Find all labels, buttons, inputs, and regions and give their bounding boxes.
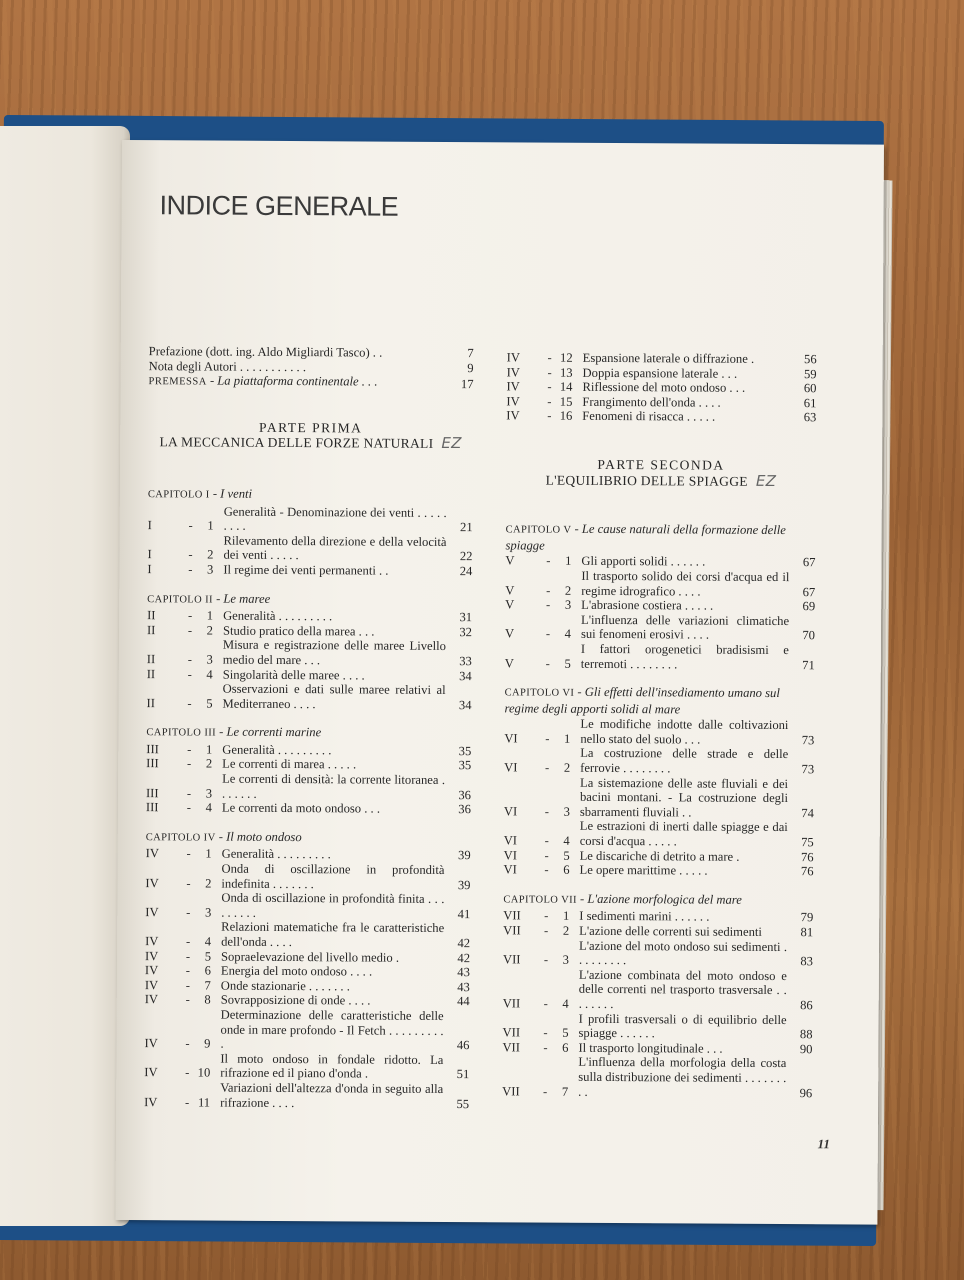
dash: - [185,978,190,993]
toc-entry: PREMESSA - La piattaforma continentale . . . 17 [148,373,474,392]
roman-numeral: IV [144,977,159,993]
dash: - [186,800,192,815]
right-page [115,140,884,1225]
page-number: 11 [817,1136,830,1152]
entry-title: Il trasporto longitudinale . . . [578,1040,723,1056]
dash: - [186,846,191,861]
toc-entry [504,819,814,850]
section-number: 3 [562,952,570,967]
roman-numeral: III [146,756,159,771]
entry-title: Frangimento dell'onda . . . . [582,394,721,410]
entry-title: Le opere marittime . . . . . [579,863,708,878]
entry-title: Variazioni dell'altezza d'onda in seguito alla rifrazione . . . . [220,1080,444,1110]
section-number: 2 [207,547,214,562]
section-number: 1 [205,742,213,757]
dash: - [185,934,191,949]
toc-entry [505,568,815,599]
roman-numeral: IV [144,1065,158,1080]
section-number: 16 [559,409,573,424]
roman-numeral: IV [144,1094,158,1109]
chapter-heading: CAPITOLO V - Le cause naturali della formazione delle spiagge [505,521,786,553]
roman-numeral: IV [145,904,159,920]
roman-numeral: IV [144,948,159,963]
part2-chapters [502,522,816,1101]
roman-numeral: IV [144,963,159,978]
intro-list [148,344,473,392]
page-ref: 60 [803,381,817,396]
toc-entry [147,681,472,712]
roman-numeral: VII [502,1040,520,1055]
entry-title: Sopraelevazione del livello medio . [220,949,400,965]
part-title: LA MECCANICA DELLE FORZE NATURALI EZ [159,434,462,453]
page-ref: 71 [802,657,815,672]
page-ref: 56 [804,352,817,367]
page-ref: 31 [459,610,473,625]
page-ref: 79 [800,910,814,925]
dash: - [186,876,191,891]
roman-numeral: VI [503,804,518,819]
dash: - [544,862,549,877]
toc-entry [503,923,813,939]
toc-entry [147,667,472,684]
page-ref: 33 [459,653,472,669]
chapter-heading: CAPITOLO III - Le correnti marine [146,724,322,740]
toc-entry [504,775,814,821]
section-number: 10 [197,1065,211,1080]
section-number: 5 [563,848,570,863]
page-ref: 39 [457,877,471,892]
entry-title: L'influenza delle variazioni climatiche sui fenomeni erosivi . . . . [580,612,790,642]
roman-numeral: II [146,622,156,637]
roman-numeral: VII [502,952,521,967]
section-number: 1 [206,608,214,623]
entry-title: Le discariche di detrito a mare . [579,848,740,864]
page-ref: 69 [802,599,816,614]
roman-numeral: VI [504,731,518,746]
dash: - [187,666,192,681]
toc-entry [147,562,472,579]
roman-numeral: III [145,800,159,815]
toc-entry [506,409,816,425]
entry-title: Gli apporti solidi . . . . . . [581,554,706,569]
page-ref: 32 [459,624,473,639]
page-ref: 24 [459,564,473,579]
roman-numeral: V [504,655,514,670]
entry-title: Doppia espansione laterale . . . [582,365,738,381]
toc-entry [504,746,814,777]
dash: - [545,760,550,775]
section-number: 15 [559,394,573,409]
page-ref: 73 [801,762,815,777]
toc-entry [502,1040,812,1056]
page-ref: 51 [456,1067,470,1082]
part-title: L'EQUILIBRIO DELLE SPIAGGE EZ [545,471,777,490]
toc-column-right [502,350,817,1100]
entry-title: La costruzione delle strade e delle ferrovie . . . . . . . . [580,746,789,776]
section-number: 3 [207,562,214,577]
dash: - [184,1094,190,1109]
section-number: 2 [205,876,212,891]
page-ref: 44 [457,994,470,1009]
section-number: 4 [205,800,212,815]
entry-title: Onda di oscillazione in profondità indefinita . . . . . . . [221,861,445,891]
toc-entry [146,847,471,864]
dash: - [187,608,193,623]
dash: - [187,742,192,757]
toc-entry [505,641,815,672]
entry-title: I sedimenti marini . . . . . . [579,909,710,925]
page-ref: 74 [801,806,814,821]
page-ref: 42 [457,936,471,951]
toc-entry [503,938,813,969]
dash: - [187,756,192,771]
section-number: 6 [563,862,570,877]
roman-numeral: I [147,562,152,577]
page-ref: 43 [457,979,470,994]
dash: - [186,786,192,801]
toc-entry [146,757,471,774]
toc-entry [145,920,470,951]
roman-numeral: I [147,547,152,562]
page-ref: 67 [802,555,816,570]
dash: - [544,923,549,938]
section-number: 6 [562,1040,569,1055]
dash: - [544,833,549,848]
toc-entry: Nota degli Autori . . . . . . . . . . . 9 [148,358,474,375]
left-page [0,126,130,1226]
page-ref: 21 [460,520,473,535]
dash: - [546,553,551,568]
roman-numeral: II [146,652,156,667]
roman-numeral: IV [506,408,520,423]
dash: - [547,379,552,394]
entry-title: Il moto ondoso in fondale ridotto. La rifrazione ed il piano d'onda . [220,1051,444,1081]
chapter-heading: CAPITOLO I - I venti [147,486,253,501]
section-number: 5 [564,656,571,671]
chapter-heading: CAPITOLO II - Le maree [147,591,271,606]
page-ref: 46 [456,1038,470,1053]
dash: - [545,626,551,641]
roman-numeral: V [505,597,515,612]
page-ref: 39 [457,848,471,863]
page-ref: 81 [800,925,814,940]
dash: - [186,905,191,920]
dash: - [547,350,552,365]
entry-title: Il trasporto solido dei corsi d'acqua ed il regime idrografico . . . . [581,568,790,599]
section-number: 2 [564,583,572,598]
section-number: 5 [562,1025,569,1040]
dash: - [185,1065,190,1080]
section-number: 12 [560,350,573,365]
roman-numeral: VII [503,908,521,923]
roman-numeral: VII [502,996,521,1011]
roman-numeral: IV [145,875,159,890]
entry-title: Sovrapposizione di onde . . . . [220,992,371,1008]
roman-numeral: V [505,553,515,568]
toc-entry [504,717,814,748]
page-ref: 59 [803,366,817,381]
roman-numeral: I [147,518,152,533]
dash: - [544,908,549,924]
page-title: INDICE GENERALE [159,190,399,222]
roman-numeral: II [147,608,156,623]
toc-entry: Prefazione (dott. ing. Aldo Migliardi Tasco) . . 7 [148,344,474,361]
handwritten-note: EZ [755,471,777,490]
dash: - [185,963,191,978]
toc-entry [145,993,470,1010]
dash: - [544,804,550,819]
toc-entry [503,967,813,1013]
roman-numeral: II [146,695,155,710]
section-number: 8 [204,992,211,1007]
page-ref: 63 [803,410,817,425]
dash: - [188,562,193,577]
section-number: 13 [559,365,573,380]
section-number: 9 [204,1036,211,1051]
toc-entry [147,623,472,640]
page-ref: 70 [802,628,816,643]
toc-entry [146,771,471,802]
toc-entry [145,890,470,921]
section-number: 2 [563,760,571,775]
roman-numeral: IV [506,379,520,394]
page-ref: 76 [800,849,814,864]
page-ref: 90 [799,1041,813,1056]
entry-title: Rilevamento della direzione e della velocità dei venti . . . . . [223,533,447,563]
dash: - [543,1025,548,1040]
entry-title: Determinazione delle caratteristiche delle onde in mare profondo - Il Fetch . . . . . . . . . . [220,1007,444,1051]
entry-title: Osservazioni e dati sulle maree relativi al Mediterraneo . . . . [222,681,446,711]
dash: - [545,656,550,671]
dash: - [543,1040,548,1055]
entry-title: L'influenza della morfologia della costa sulla distribuzione dei sedimenti . . . . . . . . . [578,1055,787,1099]
roman-numeral: IV [506,364,520,380]
toc-entry [144,1080,469,1111]
roman-numeral: IV [144,992,159,1007]
roman-numeral: V [504,626,515,641]
section-number: 2 [206,623,214,638]
roman-numeral: V [505,582,515,597]
roman-numeral: III [145,785,159,800]
dash: - [546,583,551,598]
section-number: 5 [204,949,212,964]
toc-entry [505,554,815,570]
toc-entry [505,612,815,643]
entry-title: Generalità - Denominazione dei venti . . . . . . . . . [223,504,447,533]
toc-entry [148,504,473,535]
handwritten-note: EZ [441,434,462,453]
page-ref: 61 [803,395,817,411]
roman-numeral: VI [503,847,517,863]
dash: - [188,547,193,562]
page-ref: 83 [800,954,814,969]
entry-title: Il regime dei venti permanenti . . [223,562,389,578]
dash: - [546,597,551,612]
dash: - [185,1036,190,1051]
section-number: 1 [564,731,571,746]
dash: - [185,992,190,1007]
entry-title: Le correnti di marea . . . . . [222,757,357,772]
page-ref: 34 [459,668,472,683]
section-number: 4 [562,996,569,1011]
toc-entry [503,1011,813,1042]
entry-title: L'abrasione costiera . . . . . [581,597,714,613]
roman-numeral: II [146,666,156,681]
section-number: 4 [204,934,212,949]
page-ref: 35 [458,743,472,759]
roman-numeral: VII [503,923,521,938]
dash: - [188,518,193,533]
section-number: 2 [205,756,213,772]
roman-numeral: IV [506,394,520,409]
section-number: 1 [565,554,572,569]
page-ref: 55 [456,1096,470,1111]
roman-numeral: IV [506,350,521,365]
dash: - [547,394,552,409]
chapter-heading: CAPITOLO VI - Gli effetti dell'insediamento umano sul regime degli apporti solidi al mare [504,684,780,717]
page-ref: 35 [458,758,472,773]
roman-numeral: VI [503,833,518,848]
section-number: 1 [207,518,214,533]
entry-title: Studio pratico della marea . . . [222,623,375,639]
page-ref: 86 [800,998,813,1013]
page-ref: 42 [457,950,471,965]
toc-entry [147,637,472,668]
page-ref: 36 [458,802,471,817]
entry-title: Fenomeni di risacca . . . . . [582,409,716,425]
page-ref: 73 [801,733,815,748]
toc-column-left [144,344,474,1111]
dash: - [543,996,548,1011]
chapter-heading: CAPITOLO VII - L'azione morfologica del mare [503,891,742,907]
entry-title: Riflessione del moto ondoso . . . [582,380,746,395]
dash: - [187,623,193,638]
roman-numeral: IV [145,934,159,949]
dash: - [547,365,552,380]
section-number: 6 [204,963,211,978]
roman-numeral: III [146,742,159,757]
page-ref: 36 [458,787,472,802]
section-number: 1 [562,909,570,924]
dash: - [543,1084,548,1099]
toc-entry [144,1051,469,1082]
entry-title: L'azione combinata del moto ondoso e delle correnti nel trasporto trasversale . . . . . . . . [578,967,787,1011]
section-number: 4 [563,833,570,848]
toc-entry [147,533,472,564]
entry-title: Le correnti da moto ondoso . . . [221,800,381,816]
section-number: 11 [197,1095,211,1110]
entry-title: Generalità . . . . . . . . . [222,742,332,758]
toc-entry [145,861,470,892]
chapter-iv-continued [506,350,816,425]
toc-entry [504,863,814,879]
entry-title: Le correnti di densità: la corrente litoranea . . . . . . . [221,771,446,801]
dash: - [547,408,552,424]
section-number: 5 [206,696,213,711]
entry-title: Espansione laterale o diffrazione . [582,350,755,366]
section-number: 7 [561,1084,569,1099]
section-number: 4 [206,667,213,682]
section-number: 7 [204,978,211,993]
page-ref: 43 [457,965,470,980]
page-ref: 41 [457,906,471,921]
section-number: 3 [564,597,572,612]
roman-numeral: IV [145,846,159,861]
part-label: PARTE PRIMA [259,419,363,436]
page-ref: 88 [799,1027,813,1042]
roman-numeral: VII [502,1083,520,1098]
page-ref: 67 [802,584,816,599]
section-number: 2 [562,923,570,938]
part1-chapters [144,486,473,1111]
dash: - [187,696,192,711]
section-number: 1 [205,846,212,861]
dash: - [544,848,549,863]
toc-entry [502,1055,812,1101]
page-ref: 76 [800,864,814,879]
entry-title: I fattori orogenetici bradisismi e terremoti . . . . . . . . [580,641,789,671]
roman-numeral: VI [503,862,517,877]
page-ref: 22 [459,549,473,564]
toc-entry [144,1007,469,1053]
entry-title: Relazioni matematiche fra le caratteristiche dell'onda . . . . [221,920,445,950]
entry-title: Le modifiche indotte dalle coltivazioni nello stato del suolo . . . [580,717,789,747]
entry-title: I profili trasversali o di equilibrio delle spiagge . . . . . . [578,1011,787,1041]
roman-numeral: IV [144,1036,158,1051]
section-number: 14 [559,379,573,394]
entry-title: Onda di oscillazione in profondità finita . . . . . . . . . [221,890,445,920]
section-number: 3 [205,786,213,801]
dash: - [545,731,550,746]
dash: - [185,948,191,964]
entry-title: L'azione del moto ondoso sui sedimenti . . . . . . . . . [578,938,788,968]
section-number: 3 [204,905,212,920]
toc-entry [146,800,471,817]
entry-title: L'azione delle correnti sui sedimenti [579,923,762,939]
entry-title: Misura e registrazione delle maree Livello medio del mare . . . [222,637,446,668]
page-ref: 34 [458,697,472,712]
entry-title: Onde stazionarie . . . . . . . [220,978,350,994]
dash: - [187,652,192,667]
dash: - [543,952,549,967]
part-label: PARTE SECONDA [597,456,725,473]
entry-title: Generalità . . . . . . . . . [223,608,333,624]
roman-numeral: VII [502,1025,521,1040]
entry-title: La sistemazione delle aste fluviali e dei bacini montani. - La costruzione degli sbarramenti fluviali . . [579,775,789,820]
chapter-heading: CAPITOLO IV - Il moto ondoso [145,829,302,844]
section-number: 3 [206,652,213,667]
toc-entry [505,597,815,613]
section-number: 4 [564,627,572,642]
entry-title: Generalità . . . . . . . . . [221,847,331,862]
page-ref: 96 [799,1085,813,1100]
entry-title: Le estrazioni di inerti dalle spiagge e dai corsi d'acqua . . . . . [579,819,788,849]
section-number: 3 [563,804,570,819]
entry-title: Energia del moto ondoso . . . . [220,963,373,979]
entry-title: Singolarità delle maree . . . . [222,667,365,682]
page-ref: 75 [801,835,814,850]
roman-numeral: VI [504,760,518,775]
